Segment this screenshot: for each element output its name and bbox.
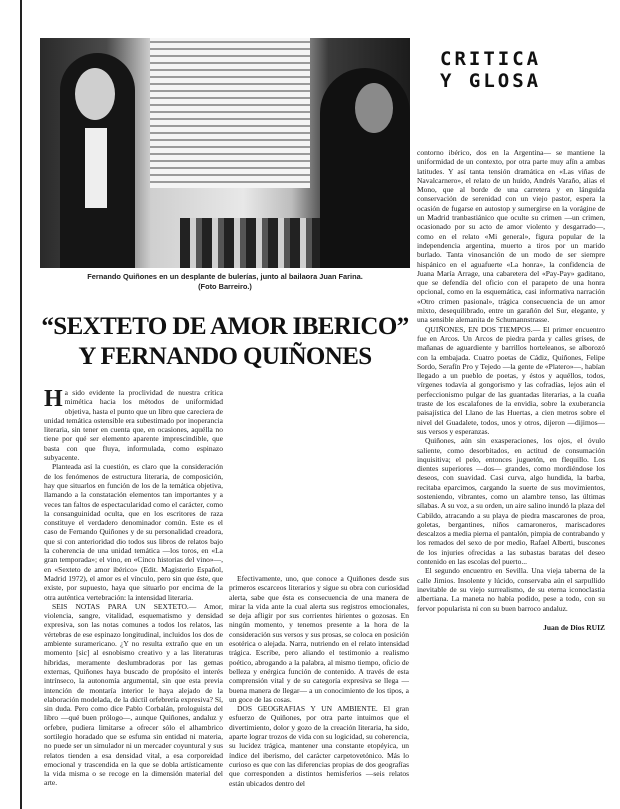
article-column-3 [417, 148, 605, 758]
window-blinds [150, 38, 310, 188]
paragraph: El segundo encuentro en Sevilla. Una vieja taberna de la calle Jimios. Insolente y lúcido, conservaba aún el sarpullido inevitable de su viejo surrealismo, de su eterna iconoclastia albertiana. La maneta no había podido, pese a todo, con su fervor popularista ni con su buen barroco andaluz. [417, 566, 605, 613]
bottles [180, 218, 320, 268]
paragraph: a sido evidente la proclividad de nuestra crítica mimética hacia los métodos de uniformidad objetiva, hasta el punto que un libro que careciera de unidad temática ostensible era subestimado por inoperancia literaria, sin tener en cuenta que, en ocasiones, aquélla no tiene por qué ser elemento aparente imprescindible, que basta con que fluya, informulada, como espinazo subyacente. [44, 388, 223, 463]
headline-line-1: “SEXTETO DE AMOR IBERICO” [41, 313, 409, 340]
headline [40, 312, 410, 372]
paragraph: Efectivamente, uno, que conoce a Quiñones desde sus primeros escarceos literarios y sigue su obra con curiosidad alerta, sabe que ésta es consecuencia de una manera de mirar la vida ante la cual alerta sus registros emocionales, se deja afligir por sus corrientes hirientes o gozosas. En ningún momento, y tenemos presente a la hora de la consideración sus versos y sus prosas, se coloca en posición esotérica o alejada. Narra, nutriendo en el relato intensidad trágica. Escribe, pero aliando el testimonio a realismo poético, abrogando a la palabra, al mismo tiempo, oficio de belleza y enérgica función de contenido. A través de esta comprensión vital y de su categoría expresiva se llega —buena manera de llegar— a un conocimiento de los tipos, a un goce de las cosas. [229, 574, 409, 704]
subheading: DOS GEOGRAFIAS Y UN AMBIENTE. [237, 704, 378, 714]
photo-caption [40, 272, 410, 291]
paragraph: contorno ibérico, dos en la Argentina— se mantiene la uniformidad de un contexto, por otra parte muy afín a ambas latitudes. Y así tanta tensión dramática en «Las viñas de Navalcarnero», el relato de un huido, Andrés Varaño, alias el Mono, que al borde de una carretera y en lánguida conservación de serenidad con un viejo pastor, espera la ocasión de fugarse en autostop y sumergirse en la vorágine de un Madrid tranbastiánico que oculte su crimen —un crimen, ocasionado por su acto de amor violento y desgarrado—, como en el relato «Mi general», figura popular de la independencia argentina, muerto a tiros por un marido burlado. Tanta vinosanción de un modo de ser siempre hispánico en el aguafuerte «La honra», la confidencia de Juana María Arrage, una cabaretera del «Pay-Pay» gaditano, que se defendía del oficio con el parapeto de una honra opcional, como en la esquemática, casi informativa narración «Otro crimen pasional», trágica consecuencia de un amor mixto, desequilibrado, entre un garañón del Sur, elegante, y una sensible alemanita de Schumannstrasse. [417, 148, 605, 325]
headline-line-2: Y FERNANDO QUIÑONES [78, 343, 372, 370]
paragraph: El primer encuentro fue en Arcos. Un Arcos de piedra parda y calles grises, de mañanas de aguardiente y barrillos horteleanos, se alborozó con la embajada. Cuatro poetas de Cádiz, Quiñones, Felipe Sordo, Serafín Pro y Tejedo —la gente de «Platero»—, habían llegado a un pueblo de poetas, y éstos y aquéllos, todos, vírgenes todavía al gongorismo y las cofradías, lejos aún el perfeccionismo pulgar de las guantadas literarias, a la cuaña traste de los escalafones de la envidia, sobre la exuberancia paisajística del Llano de las Huertas, a cien metros sobre el nivel del Guadalete, todos, unos y otros, dijeron —dijimos— sus versos y esperanzas. [417, 324, 605, 436]
paragraph: Quiñones, aún sin exasperaciones, los ojos, el óvulo saliente, como desorbitados, en actitud de consumación inquisitiva; el pelo, entonces juguetón, en flequillo. Los dientes superiores —dos— grandes, como mordiéndose los deseos, con suavidad. Casi curva, algo hundida, la barba, recitaba eparcimos, cargando la suerte de sus movimientos, sosteniendo, vibrantes, como un alambre tenso, las últimas sílabas. A su voz, a su orden, un aire salino inundó la plaza del Cabildo, atracando a su playa de piedra mascarones de proa, goletas, bergantines, niños camaroneros, mariscadores descalzos a media pierna el pantalón, pimpia de contrabando y los remados del sexo de por medio, Rafael Alberti, buscones de los injuries ofrecidas a las subastas baratas del deseo contenido en las escolas del puerto... [417, 436, 605, 567]
subheading: QUIÑONES, EN DOS TIEMPOS.— [425, 324, 541, 334]
caption-credit: (Foto Barreiro.) [198, 281, 252, 291]
face-right [355, 83, 393, 133]
section-title-line-2: Y GLOSA [440, 70, 542, 92]
drop-cap: H [44, 388, 63, 412]
page-border [20, 0, 22, 809]
paragraph: El gran esfuerzo de Quiñones, por otra parte intuimos que el divertimiento, dolor y gozo de la creación literaria, ha sido, aparte lograr trozos de vida con su logicidad, su coherencia, su lucidez trágica, mantener una constante etopéyica, un índice del iberismo, del carácter carpetovetónico. Más lo curioso es que con las diferencias propias de dos geografías que corresponden a distintos hemisferios —seis relatos están ubicados dentro del [229, 704, 409, 788]
article-column-2 [229, 388, 409, 798]
section-title [440, 48, 610, 92]
caption-line: Fernando Quiñones en un desplante de bulerías, junto al bailaora Juan Farina. [87, 272, 363, 281]
paragraph: Amor, violencia, sangre, vitalidad, esquematismo y densidad expresiva, son las notas comunes a todos los relatos, las vértebras de ese espinazo longitudinal, incluidos los dos de ambiente suramericano. ¿Y no resulta extraño que en un momento [sic] al esnobismo creativo y a las literaturas híbridas, meramente deslumbradoras por las gemas externas, Quiñones haya buscado de propósito el interés intrínseco, la autonomía argumental, sin que esta previa intención de montaría interior le haya alejado de la elaboración modelada, de la dúctil orfebrería expresiva? Sí, sin duda. Pero como dice Pablo Corbalán, prologuista del libro —qué buen prólogo—, aunque Quiñones, andaluz y orfebre, pudiera limitarse a ofrecer sólo el alhambrico sortilegio horadado que se esfuma sin entidad ni materia, no puede ser un simulador ni un mercader coyuntural y sus relatos tienden a esa densidad vital, a esa corporeidad emocional y trascendida en la que se dobla artísticamente la vida misma o se recoge en la dimensión material del arte. [44, 601, 223, 788]
section-title-line-1: CRITICA [440, 48, 542, 70]
paragraph: Planteada así la cuestión, es claro que la consideración de los fenómenos de estructura literaria, de composición, hay que situarlos en función de los de la temática objetiva, llamando a la constatación elementos tan importantes y a veces tan faltos de espectacularidad como el carácter, como la consanguinidad oculta, que en los escritores de raza constituye el verdadero denominador común. Este es el caso de Fernando Quiñones y de su personalidad creadora, que si con anterioridad dio todos sus libros de relatos bajo la coherencia de una unidad temática —los toros, en «La gran temporada»; el vino, en «Cinco historias del vino»—, en «Sexteto de amor ibérico» (Edit. Magisterio Español, Madrid 1972), el amor es el vínculo, pero sin que éste, que existe, por supuesto, haya que situarlo por encima de la otra auténtica vertebración: la intensidad literaria. [44, 462, 223, 602]
shirt-left [85, 128, 107, 208]
face-left [75, 68, 115, 120]
author-signature: Juan de Dios RUIZ [543, 622, 605, 632]
subheading: SEIS NOTAS PARA UN SEXTETO.— [52, 601, 197, 611]
article-photo [40, 38, 410, 268]
article-column-1 [44, 388, 223, 798]
